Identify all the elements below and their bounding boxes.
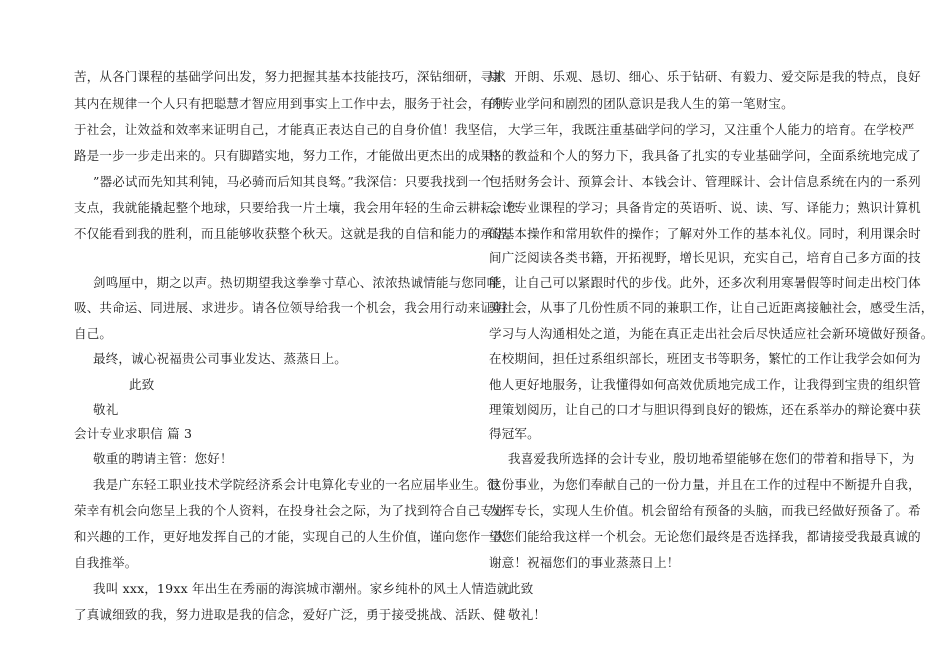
text-line: 于社会，让效益和效率来证明自己，才能真正表达自己的自身价值！我坚信， [74, 122, 506, 137]
text-line: 自我推举。 [74, 555, 138, 570]
salutation-cizhi: 此致 [129, 377, 155, 392]
text-line: 格的教益和个人的努力下，我具备了扎实的专业基础学问，全面系统地完成了 [489, 148, 921, 163]
text-line: 在校期间，担任过系组织部长，班团支书等职务，繁忙的工作让我学会如何为 [489, 351, 921, 366]
text-line: 自己。 [74, 326, 113, 341]
text-line: 包括财务会计、预算会计、本钱会计、管理睬计、会计信息系统在内的一系列 [489, 174, 921, 189]
closing-wish: 最终，诚心祝福贵公司事业发达、蒸蒸日上。 [93, 351, 348, 366]
salutation-jingli: 敬礼 [93, 402, 119, 417]
text-line: 间广泛阅读各类书籍，开拓视野，增长见识，充实自己，培育自己多方面的技 [489, 250, 921, 265]
section-title: 会计专业求职信 篇 3 [74, 426, 193, 441]
text-line: 大学三年，我既注重基础学问的学习，又注重个人能力的培育。在学校严 [508, 122, 915, 137]
text-line: 苦，从各门课程的基础学问出发，努力把握其基本技能技巧，深钻细研，寻求 [74, 69, 506, 84]
text-line: 支点，我就能撬起整个地球，只要给我一片土壤，我会用年轻的生命云耕耘，您 [74, 200, 519, 215]
text-line: 我叫 xxx，19xx 年出生在秀丽的海滨城市潮州。家乡纯朴的风土人情造就 [93, 581, 510, 596]
text-line: 荣幸有机会向您呈上我的个人资料，在投身社会之际，为了找到符合自己专业 [74, 503, 506, 518]
text-line: 剑鸣厘中，期之以声。热切期望我这拳拳寸草心、浓浓热诚情能与您同呼 [93, 275, 500, 290]
text-line: 康、开朗、乐观、恳切、细心、乐于钻研、有毅力、爱交际是我的特点，良好 [489, 69, 921, 84]
text-line: 吸、共命运、同进展、求进步。请各位领导给我一个机会，我会用行动来证明 [74, 300, 506, 315]
text-line: 得冠军。 [489, 426, 540, 441]
text-line: 不仅能看到我的胜利，而且能够收获整个秋天。这就是我的自信和能力的承诺。 [74, 226, 519, 241]
text-line: 其内在规律一个人只有把聪慧才智应用到事实上工作中去，服务于社会，有利 [74, 96, 506, 111]
text-line: 我喜爱我所选择的会计专业，殷切地希望能够在您们的带着和指导下，为 [508, 451, 915, 466]
text-line: 望您们能给我这样一个机会。无论您们最终是否选择我，都请接受我最真诚的 [489, 529, 921, 544]
text-line: 会计专业课程的学习；具备肯定的英语听、说、读、写、译能力；熟识计算机 [489, 200, 921, 215]
text-line: 的基本操作和常用软件的操作；了解对外工作的基本礼仪。同时，利用课余时 [489, 226, 921, 241]
text-line: 他人更好地服务，让我懂得如何高效优质地完成工作，让我得到宝贵的组织管 [489, 377, 921, 392]
text-line: 谢意！祝福您们的事业蒸蒸日上！ [489, 555, 680, 570]
text-line: 学习与人沟通相处之道，为能在真正走出社会后尽快适应社会新环境做好预备。 [489, 326, 934, 341]
text-line: 理策划阅历，让自己的口才与胆识得到良好的锻炼，还在系举办的辩论赛中获 [489, 402, 921, 417]
salutation-cizhi: 此致 [508, 581, 534, 596]
text-line: 能，让自己可以紧跟时代的步伐。此外，还多次利用寒暑假等时间走出校门体 [489, 275, 921, 290]
greeting-line: 敬重的聘请主管：您好！ [93, 451, 233, 466]
text-line: 我是广东轻工职业技术学院经济系会计电算化专业的一名应届毕业生。很 [93, 477, 500, 492]
text-line: 验社会，从事了几份性质不同的兼职工作，让自己近距离接触社会，感受生活， [489, 300, 934, 315]
salutation-jingli: 敬礼！ [508, 607, 547, 622]
text-line: 了真诚细致的我，努力进取是我的信念，爱好广泛，勇于接受挑战、活跃、健 [74, 607, 506, 622]
text-line: 发挥专长，实现人生价值。机会留给有预备的头脑，而我已经做好预备了。希 [489, 503, 921, 518]
text-line: 这份事业，为您们奉献自己的一份力量，并且在工作的过程中不断提升自我， [489, 477, 921, 492]
text-line: 的专业学问和剧烈的团队意识是我人生的第一笔财宝。 [489, 96, 794, 111]
text-line: 路是一步一步走出来的。只有脚踏实地，努力工作，才能做出更杰出的成果！ [74, 148, 506, 163]
text-line: ”器必试而先知其利钝，马必骑而后知其良驽。”我深信：只要我找到一个 [93, 174, 494, 189]
text-line: 和兴趣的工作，更好地发挥自己的才能，实现自己的人生价值，谨向您作一次 [74, 529, 506, 544]
